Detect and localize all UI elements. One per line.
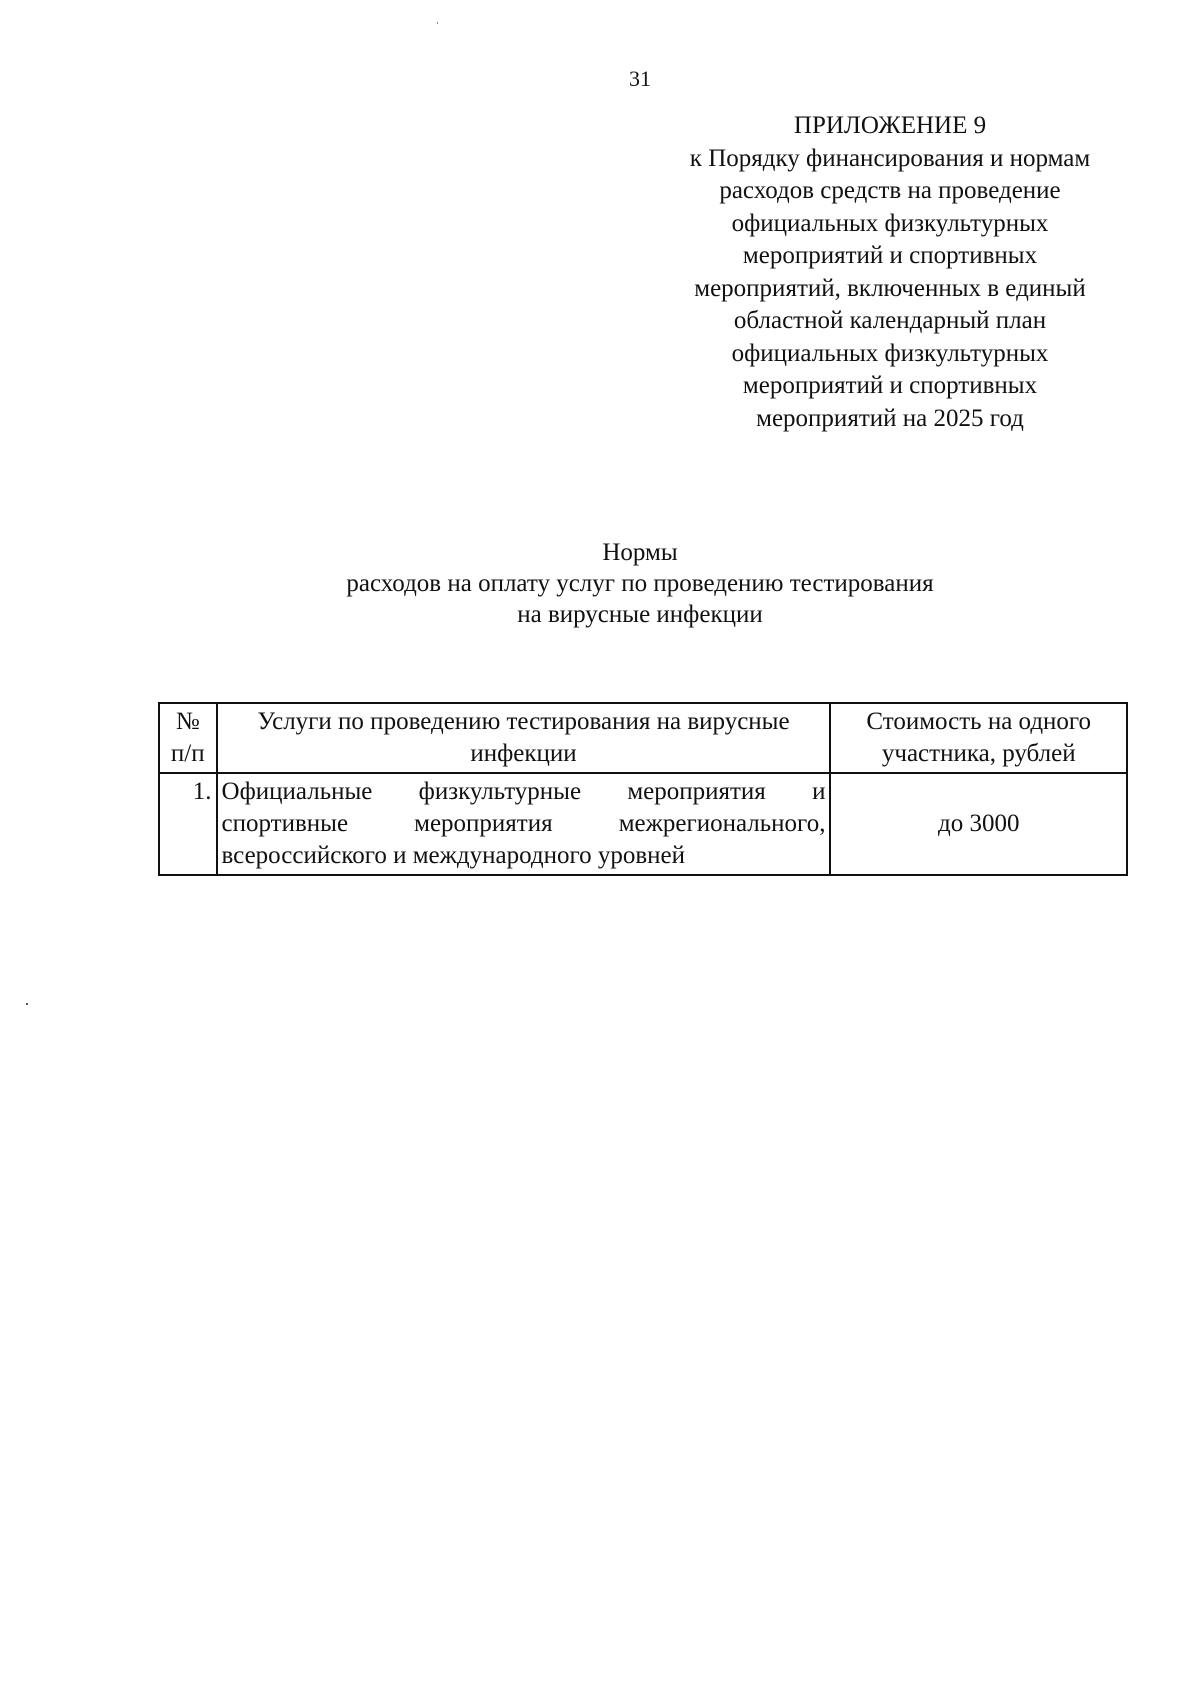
appendix-line: к Порядку финансирования и нормам <box>689 144 1091 172</box>
appendix-header <box>660 110 1120 435</box>
appendix-line: мероприятий и спортивных <box>742 372 1038 399</box>
row-service: Официальные физкультурные мероприятия и спортивные мероприятия межрегионального, всероссийского и международного уровней <box>217 773 831 875</box>
appendix-line: мероприятий на 2025 год <box>756 404 1024 432</box>
header-service: Услуги по проведению тестирования на вирусные инфекции <box>217 703 831 773</box>
appendix-line: официальных физкультурных <box>731 339 1049 367</box>
appendix-line: расходов средств на проведение <box>719 177 1061 204</box>
appendix-line: официальных физкультурных <box>731 209 1049 237</box>
document-title <box>280 537 1000 630</box>
appendix-title: ПРИЛОЖЕНИЕ 9 <box>793 112 987 139</box>
table-header-row <box>159 703 1127 773</box>
page-number: 31 <box>629 66 651 91</box>
table-row <box>159 773 1127 875</box>
scan-speck-top <box>437 22 438 24</box>
document-title-line3: на вирусные инфекции <box>517 601 763 628</box>
scan-speck <box>26 1003 28 1005</box>
header-number: № п/п <box>159 703 217 773</box>
row-cost: до 3000 <box>830 773 1127 875</box>
norms-table <box>158 702 1128 876</box>
appendix-line: областной календарный план <box>733 307 1047 334</box>
appendix-line: мероприятий, включенных в единый <box>694 274 1086 302</box>
appendix-line: мероприятий и спортивных <box>742 242 1038 269</box>
document-title-line1: Нормы <box>602 539 678 566</box>
header-cost: Стоимость на одного участника, рублей <box>830 703 1127 773</box>
row-number: 1. <box>159 773 217 875</box>
document-title-line2: расходов на оплату услуг по проведению тестирования <box>346 570 934 597</box>
